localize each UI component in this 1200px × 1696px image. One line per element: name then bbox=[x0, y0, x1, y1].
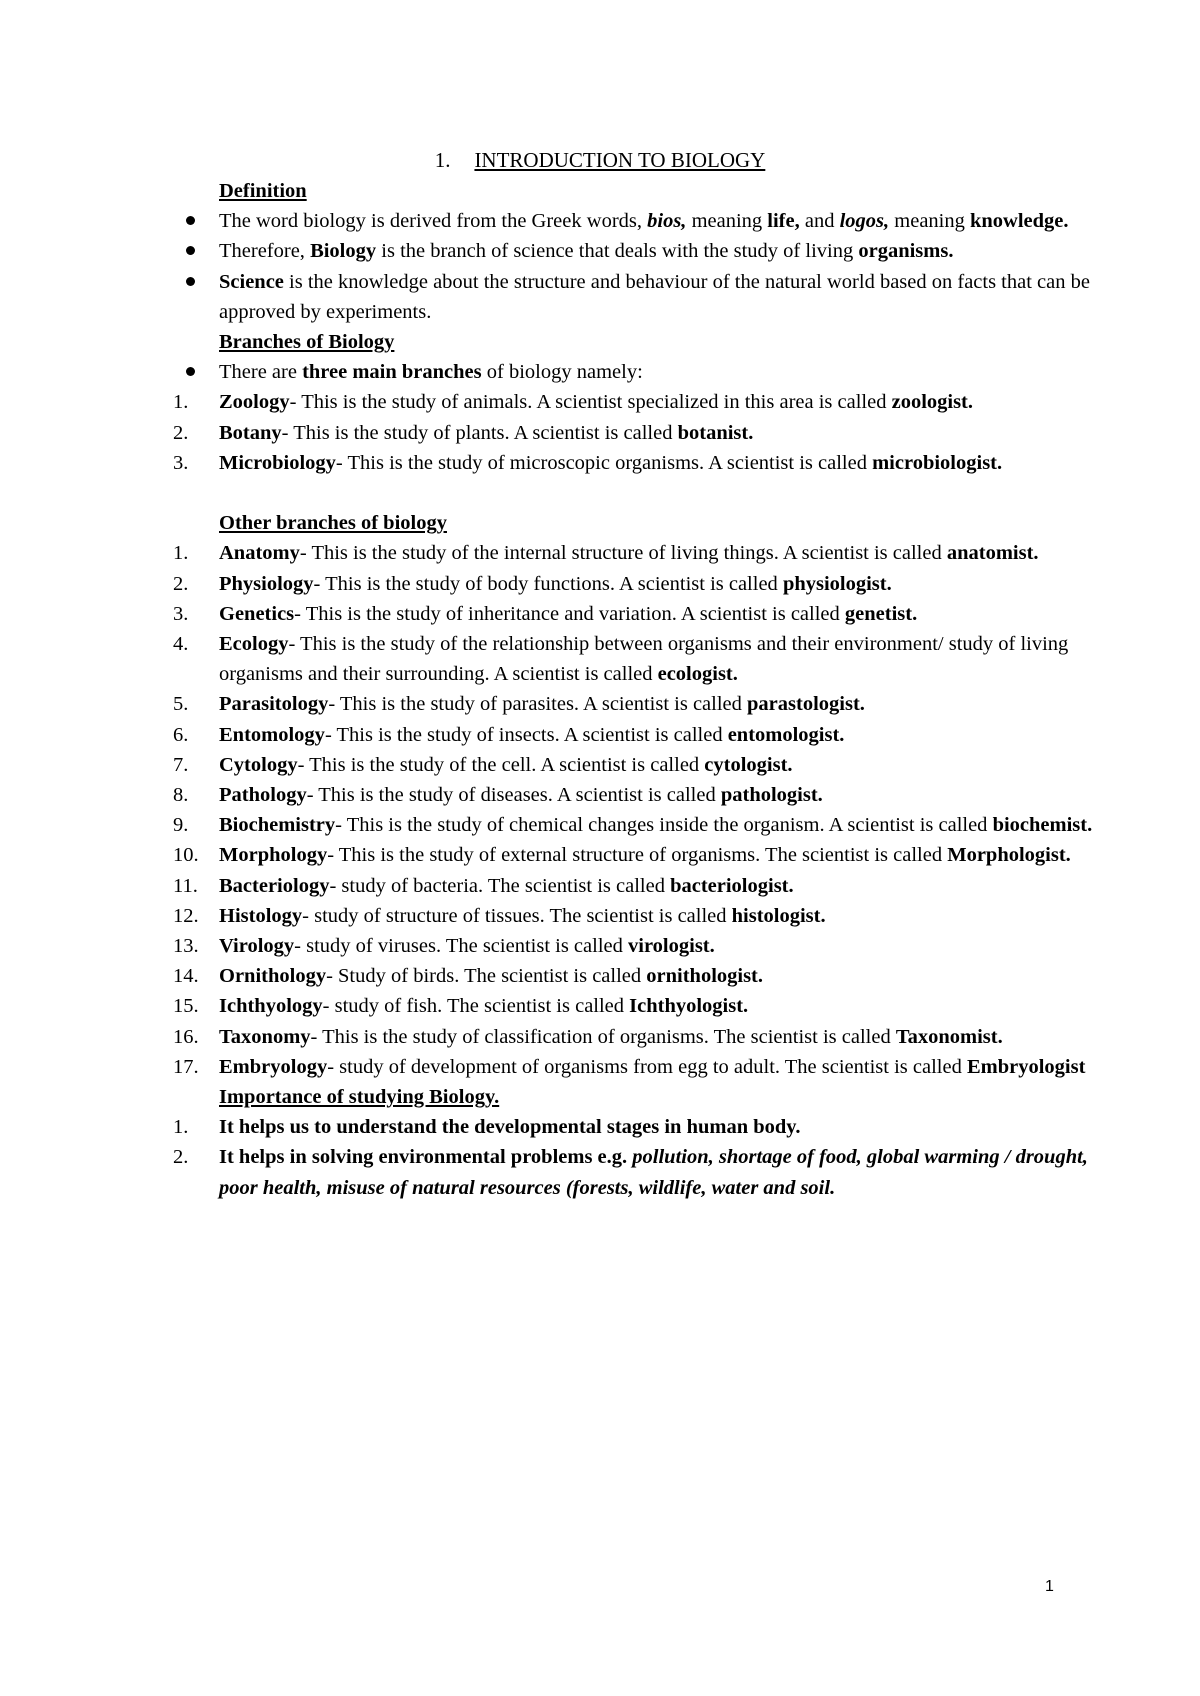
text-run: - study of viruses. The scientist is called bbox=[294, 935, 628, 958]
text-run: - study of development of organisms from egg to adult. The scientist is called bbox=[327, 1055, 967, 1078]
importance-item bbox=[173, 1142, 1099, 1202]
item-number: 1. bbox=[173, 391, 189, 414]
item-text bbox=[219, 724, 844, 746]
text-run: life, bbox=[767, 210, 800, 233]
text-run: Morphologist. bbox=[947, 844, 1071, 867]
item-number: 8. bbox=[173, 784, 189, 807]
page-title bbox=[0, 146, 1200, 174]
item-number: 2. bbox=[173, 421, 189, 444]
item-text bbox=[219, 995, 748, 1017]
text-run: - This is the study of classification of organisms. The scientist is called bbox=[310, 1025, 896, 1048]
item-text bbox=[219, 603, 917, 625]
item-number: 17. bbox=[173, 1055, 199, 1078]
item-number: 13. bbox=[173, 935, 199, 958]
item-number: 15. bbox=[173, 995, 199, 1018]
item-text bbox=[219, 1116, 801, 1138]
other-branch-item bbox=[173, 599, 1099, 629]
text-run: It helps us to understand the developmental stages in human body. bbox=[219, 1116, 801, 1139]
text-run: virologist. bbox=[628, 935, 715, 958]
text-run: histologist. bbox=[731, 904, 826, 927]
text-run: Physiology bbox=[219, 572, 314, 595]
text-run: Bacteriology bbox=[219, 874, 330, 897]
text-run: anatomist. bbox=[946, 542, 1039, 565]
text-run: three main branches bbox=[302, 361, 482, 384]
text-run: knowledge. bbox=[970, 210, 1069, 233]
item-text bbox=[219, 1056, 1085, 1078]
text-run: Embryologist bbox=[966, 1055, 1086, 1078]
item-text bbox=[219, 814, 1092, 836]
text-run: Ecology bbox=[219, 633, 289, 656]
text-run: - This is the study of parasites. A scientist is called bbox=[328, 693, 748, 716]
other-branch-item bbox=[173, 780, 1099, 810]
item-text bbox=[219, 935, 715, 957]
text-run: Genetics bbox=[219, 602, 295, 625]
importance-item bbox=[173, 1112, 1099, 1142]
item-number: 2. bbox=[173, 1146, 189, 1169]
text-run: - This is the study of insects. A scientist is called bbox=[324, 723, 728, 746]
text-run: Botany bbox=[219, 421, 282, 444]
text-run: - This is the study of the cell. A scientist is called bbox=[297, 753, 705, 776]
importance-list bbox=[173, 1112, 1099, 1203]
text-run: Entomology bbox=[219, 723, 325, 746]
text-run: - This is the study of diseases. A scientist is called bbox=[306, 784, 721, 807]
text-run: - This is the study of the internal structure of living things. A scientist is called bbox=[299, 542, 947, 565]
item-number: 3. bbox=[173, 451, 189, 474]
text-run: Ichthyologist. bbox=[629, 995, 749, 1018]
bullet-icon bbox=[186, 216, 195, 225]
text-run: Biology bbox=[310, 240, 377, 263]
definition-bullet bbox=[219, 206, 1099, 236]
item-text bbox=[219, 542, 1039, 564]
bullet-icon bbox=[186, 367, 195, 376]
title-number: 1. bbox=[434, 148, 451, 172]
title-text: INTRODUCTION TO BIOLOGY bbox=[474, 148, 766, 172]
text-run: Zoology bbox=[219, 391, 290, 414]
item-number: 14. bbox=[173, 965, 199, 988]
text-run: The word biology is derived from the Greek words, bbox=[219, 210, 648, 233]
text-run: Taxonomist. bbox=[895, 1025, 1003, 1048]
text-run: Microbiology bbox=[219, 451, 336, 474]
main-branch-item bbox=[173, 387, 1099, 417]
text-run: logos, bbox=[839, 210, 890, 233]
spacer bbox=[219, 478, 1099, 508]
text-run: - This is the study of the relationship between organisms and their environment/ study of living organisms and their surrounding. A scientist is called bbox=[219, 633, 1069, 686]
text-run: - This is the study of microscopic organisms. A scientist is called bbox=[335, 451, 873, 474]
item-text bbox=[219, 905, 826, 927]
item-text bbox=[219, 965, 763, 987]
text-run: bacteriologist. bbox=[670, 874, 794, 897]
text-run: of biology namely: bbox=[481, 361, 643, 384]
other-branch-item bbox=[173, 689, 1099, 719]
text-run: meaning bbox=[889, 210, 970, 233]
bullet-text bbox=[219, 271, 1090, 323]
page-number: 1 bbox=[1045, 1578, 1054, 1595]
other-branch-item bbox=[173, 810, 1099, 840]
bullet-text bbox=[219, 240, 953, 262]
definition-bullet bbox=[219, 236, 1099, 266]
text-run: Morphology bbox=[219, 844, 328, 867]
text-run: genetist. bbox=[844, 602, 918, 625]
text-run: Ichthyology bbox=[219, 995, 323, 1018]
item-text bbox=[219, 875, 794, 897]
text-run: - Study of birds. The scientist is called bbox=[326, 965, 647, 988]
text-run: Virology bbox=[219, 935, 295, 958]
definition-bullet bbox=[219, 267, 1099, 327]
text-run: - This is the study of plants. A scientist is called bbox=[281, 421, 678, 444]
item-number: 10. bbox=[173, 844, 199, 867]
definition-heading: Definition bbox=[219, 180, 307, 202]
text-run: Parasitology bbox=[219, 693, 329, 716]
item-number: 3. bbox=[173, 602, 189, 625]
item-number: 11. bbox=[173, 874, 198, 897]
text-run: cytologist. bbox=[704, 753, 793, 776]
other-branch-item bbox=[173, 720, 1099, 750]
branches-intro bbox=[219, 357, 1099, 387]
item-number: 16. bbox=[173, 1025, 199, 1048]
other-branch-item bbox=[173, 991, 1099, 1021]
text-run: Histology bbox=[219, 904, 303, 927]
item-number: 5. bbox=[173, 693, 189, 716]
text-run: and bbox=[799, 210, 840, 233]
text-run: - study of fish. The scientist is called bbox=[322, 995, 630, 1018]
document-body bbox=[173, 176, 1099, 1203]
branches-heading: Branches of Biology bbox=[219, 331, 395, 354]
text-run: bios, bbox=[647, 210, 687, 233]
item-text bbox=[219, 1146, 1088, 1198]
text-run: - This is the study of chemical changes inside the organism. A scientist is called bbox=[335, 814, 993, 837]
main-branches-list bbox=[173, 387, 1099, 478]
other-branch-item bbox=[173, 840, 1099, 870]
item-number: 4. bbox=[173, 633, 189, 656]
text-run: Taxonomy bbox=[219, 1025, 311, 1048]
text-run: physiologist. bbox=[782, 572, 892, 595]
other-branch-item bbox=[173, 961, 1099, 991]
other-branch-item bbox=[173, 629, 1099, 689]
text-run: botanist. bbox=[677, 421, 754, 444]
text-run: Embryology bbox=[219, 1055, 328, 1078]
item-text bbox=[219, 633, 1068, 685]
text-run: Science bbox=[219, 270, 284, 293]
other-branch-item bbox=[173, 931, 1099, 961]
bullet-icon bbox=[186, 246, 195, 255]
text-run: ecologist. bbox=[657, 663, 738, 686]
other-branch-item bbox=[173, 871, 1099, 901]
text-run: - This is the study of body functions. A scientist is called bbox=[313, 572, 783, 595]
item-number: 2. bbox=[173, 572, 189, 595]
text-run: pollution, shortage of food, global warming / drought, poor health, misuse of natural resources (forests, wildlife, water and soil. bbox=[219, 1146, 1088, 1199]
other-branch-item bbox=[173, 1022, 1099, 1052]
text-run: - This is the study of inheritance and variation. A scientist is called bbox=[294, 602, 845, 625]
item-text bbox=[219, 784, 823, 806]
text-run: Anatomy bbox=[219, 542, 300, 565]
other-branches-list bbox=[173, 538, 1099, 1082]
item-number: 7. bbox=[173, 753, 189, 776]
text-run: - study of bacteria. The scientist is called bbox=[329, 874, 671, 897]
item-text bbox=[219, 754, 793, 776]
text-run: parastologist. bbox=[747, 693, 865, 716]
text-run: Cytology bbox=[219, 753, 298, 776]
branches-intro-text bbox=[219, 361, 643, 383]
bullet-text bbox=[219, 210, 1069, 232]
item-text bbox=[219, 693, 865, 715]
item-text bbox=[219, 391, 973, 413]
text-run: - This is the study of external structure of organisms. The scientist is called bbox=[327, 844, 948, 867]
item-number: 9. bbox=[173, 814, 189, 837]
text-run: is the knowledge about the structure and behaviour of the natural world based on facts that can be approved by experiments. bbox=[219, 270, 1090, 323]
text-run: It helps in solving environmental problems e.g. bbox=[219, 1146, 633, 1169]
text-run: zoologist. bbox=[891, 391, 974, 414]
text-run: - This is the study of animals. A scientist specialized in this area is called bbox=[289, 391, 892, 414]
text-run: Biochemistry bbox=[219, 814, 336, 837]
item-text bbox=[219, 844, 1071, 866]
other-branch-item bbox=[173, 901, 1099, 931]
text-run: biochemist. bbox=[992, 814, 1093, 837]
text-run: ornithologist. bbox=[646, 965, 764, 988]
text-run: There are bbox=[219, 361, 303, 384]
text-run: is the branch of science that deals with the study of living bbox=[376, 240, 859, 263]
text-run: - study of structure of tissues. The scientist is called bbox=[302, 904, 732, 927]
item-number: 12. bbox=[173, 904, 199, 927]
other-branch-item bbox=[173, 750, 1099, 780]
other-branches-heading: Other branches of biology bbox=[219, 512, 447, 535]
item-number: 6. bbox=[173, 723, 189, 746]
main-branch-item bbox=[173, 448, 1099, 478]
other-branch-item bbox=[173, 569, 1099, 599]
text-run: entomologist. bbox=[727, 723, 845, 746]
text-run: Therefore, bbox=[219, 240, 311, 263]
definition-list bbox=[219, 206, 1099, 327]
text-run: Ornithology bbox=[219, 965, 327, 988]
item-number: 1. bbox=[173, 542, 189, 565]
item-text bbox=[219, 1026, 1003, 1048]
bullet-icon bbox=[186, 277, 195, 286]
item-text bbox=[219, 573, 892, 595]
importance-heading: Importance of studying Biology. bbox=[219, 1086, 500, 1109]
item-text bbox=[219, 452, 1002, 474]
text-run: meaning bbox=[686, 210, 768, 233]
text-run: Pathology bbox=[219, 784, 307, 807]
text-run: pathologist. bbox=[720, 784, 823, 807]
item-text bbox=[219, 422, 753, 444]
other-branch-item bbox=[173, 1052, 1099, 1082]
text-run: organisms. bbox=[858, 240, 954, 263]
item-number: 1. bbox=[173, 1116, 189, 1139]
other-branch-item bbox=[173, 538, 1099, 568]
main-branch-item bbox=[173, 418, 1099, 448]
text-run: microbiologist. bbox=[872, 451, 1003, 474]
